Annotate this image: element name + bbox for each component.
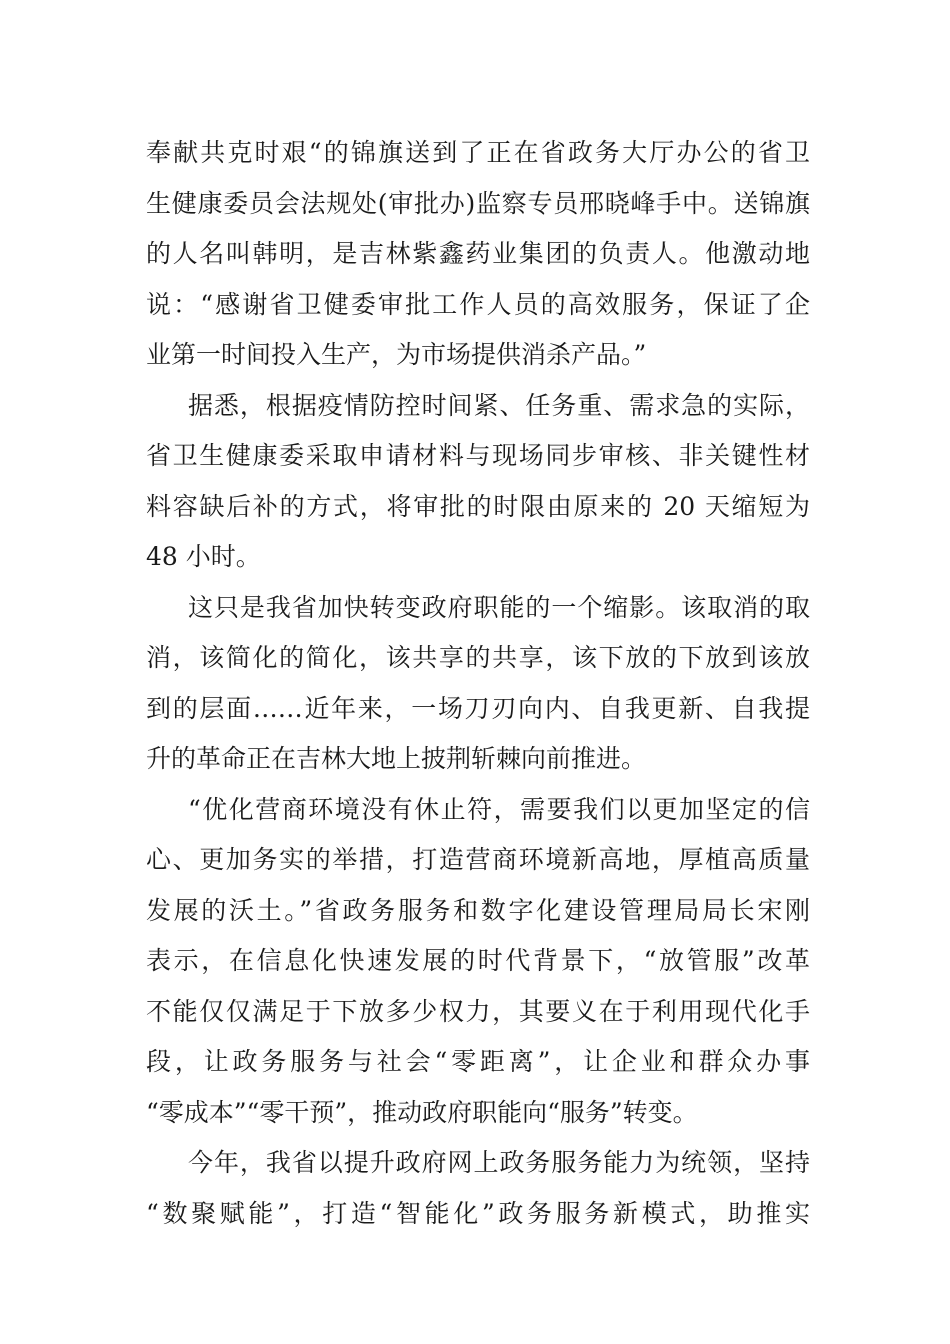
- text-line: 省卫生健康委采取申请材料与现场同步审核、非关键性材: [146, 441, 810, 470]
- paragraph-5: [146, 1138, 810, 1239]
- text-line: 奉献共克时艰“的锦旗送到了正在省政务大厅办公的省卫: [146, 138, 810, 167]
- paragraph-3: [146, 583, 810, 785]
- paragraph-1: [146, 128, 810, 381]
- text-line: 说：“感谢省卫健委审批工作人员的高效服务，保证了企: [146, 289, 810, 319]
- text-line: 表示，在信息化快速发展的时代背景下，“放管服”改革: [146, 946, 810, 975]
- text-line: 这只是我省加快转变政府职能的一个缩影。该取消的取: [188, 592, 810, 622]
- text-line: 料容缺后补的方式，将审批的时限由原来的 20 天缩短为: [146, 491, 810, 521]
- text-line: 今年，我省以提升政府网上政务服务能力为统领，坚持: [188, 1148, 810, 1177]
- text-line: 发展的沃土。”省政务服务和数字化建设管理局局长宋刚: [146, 895, 810, 925]
- text-line: 心、更加务实的举措，打造营商环境新高地，厚植高质量: [146, 845, 810, 874]
- article-body: [146, 128, 810, 1239]
- text-line: 升的革命正在吉林大地上披荆斩棘向前推进。: [146, 744, 647, 773]
- text-line: “零成本”“零干预”，推动政府职能向“服务”转变。: [146, 1097, 698, 1127]
- paragraph-4: [146, 785, 810, 1139]
- text-line: 业第一时间投入生产，为市场提供消杀产品。”: [146, 340, 647, 369]
- text-line: “数聚赋能”，打造“智能化”政务服务新模式，助推实: [146, 1198, 810, 1228]
- text-line: 生健康委员会法规处(审批办)监察专员邢晓峰手中。送锦旗: [146, 188, 810, 218]
- text-line: 的人名叫韩明，是吉林紫鑫药业集团的负责人。他激动地: [146, 239, 810, 268]
- text-line: 据悉，根据疫情防控时间紧、任务重、需求急的实际，: [188, 390, 810, 420]
- paragraph-2: [146, 381, 810, 583]
- text-line: 段，让政务服务与社会“零距离”，让企业和群众办事: [146, 1047, 810, 1076]
- text-line: 到的层面……近年来，一场刀刃向内、自我更新、自我提: [146, 693, 810, 723]
- text-line: “优化营商环境没有休止符，需要我们以更加坚定的信: [188, 794, 810, 824]
- text-line: 48 小时。: [146, 542, 261, 571]
- text-line: 不能仅仅满足于下放多少权力，其要义在于利用现代化手: [146, 996, 810, 1026]
- text-line: 消，该简化的简化，该共享的共享，该下放的下放到该放: [146, 643, 810, 672]
